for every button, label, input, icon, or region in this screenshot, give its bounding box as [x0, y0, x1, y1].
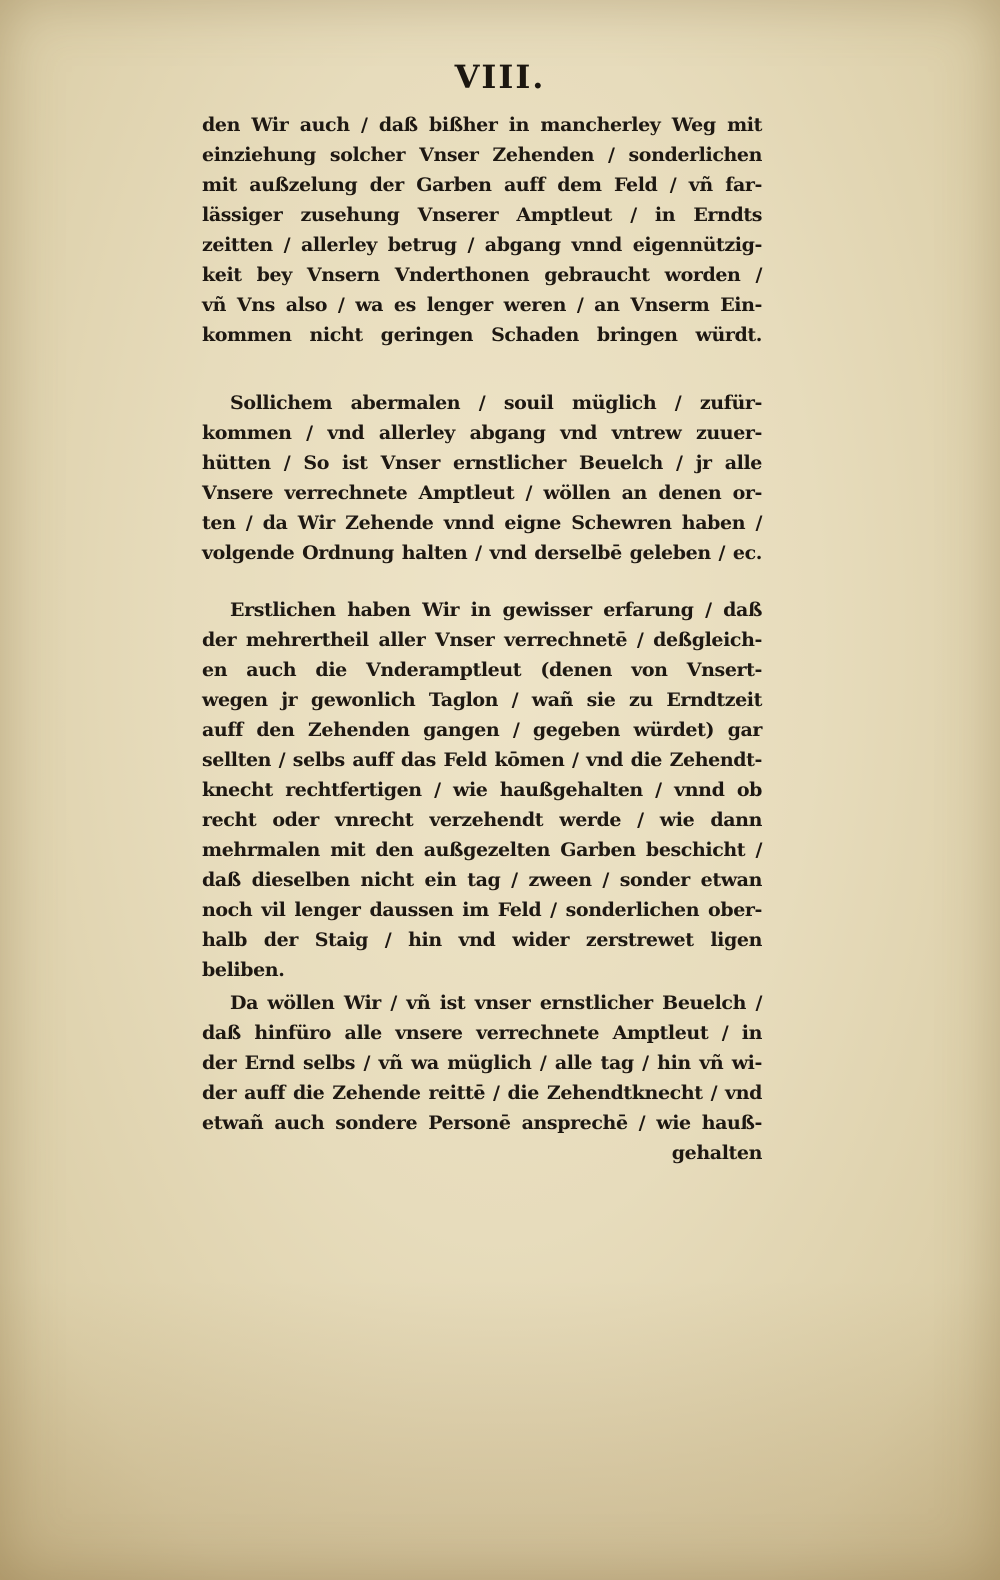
text-line: beliben.	[202, 959, 285, 981]
text-line: der auff die Zehende reittē / die Zehendtknecht / vnd	[202, 1082, 762, 1104]
text-line: mehrmalen mit den außgezelten Garben beschicht /	[202, 839, 762, 861]
text-line: lässiger zusehung Vnserer Amptleut / in Erndts	[202, 204, 762, 226]
text-line: halb der Staig / hin vnd wider zerstrewet ligen	[202, 929, 762, 951]
text-line: en auch die Vnderamptleut (denen von Vnsert-	[202, 659, 762, 681]
text-line: Sollichem abermalen / souil müglich / zufür-	[230, 392, 762, 414]
text-line: der Ernd selbs / vñ wa müglich / alle tag / hin vñ wi-	[202, 1052, 762, 1074]
text-line: keit bey Vnsern Vnderthonen gebraucht worden /	[202, 264, 762, 286]
text-line: vñ Vns also / wa es lenger weren / an Vnserm Ein-	[202, 294, 762, 316]
text-line: Da wöllen Wir / vñ ist vnser ernstlicher Beuelch /	[230, 992, 762, 1014]
text-line: zeitten / allerley betrug / abgang vnnd eigennützig-	[202, 234, 762, 256]
text-line: Erstlichen haben Wir in gewisser erfarung / daß	[230, 599, 762, 621]
paragraph-4	[202, 988, 762, 1168]
page-stain	[0, 1280, 1000, 1580]
text-line: der mehrertheil aller Vnser verrechnetē / deßgleich-	[202, 629, 762, 651]
text-line: Vnsere verrechnete Amptleut / wöllen an denen or-	[202, 482, 762, 504]
folio-number: VIII.	[454, 58, 546, 96]
paragraph-2	[202, 388, 762, 568]
text-line: den Wir auch / daß bißher in mancherley Weg mit	[202, 114, 762, 136]
text-line: kommen nicht geringen Schaden bringen würdt.	[202, 324, 762, 346]
catchword: gehalten	[671, 1142, 762, 1164]
text-line: daß hinfüro alle vnsere verrechnete Amptleut / in	[202, 1022, 762, 1044]
text-line: sellten / selbs auff das Feld kōmen / vnd die Zehendt-	[202, 749, 762, 771]
paragraph-1	[202, 110, 762, 350]
text-line: kommen / vnd allerley abgang vnd vntrew zuuer-	[202, 422, 762, 444]
text-line: volgende Ordnung halten / vnd derselbē geleben / ec.	[202, 542, 762, 564]
text-line: recht oder vnrecht verzehendt werde / wie dann	[202, 809, 762, 831]
text-line: noch vil lenger daussen im Feld / sonderlichen ober-	[202, 899, 762, 921]
text-line: wegen jr gewonlich Taglon / wañ sie zu Erndtzeit	[202, 689, 762, 711]
paragraph-3	[202, 595, 762, 985]
text-line: etwañ auch sondere Personē ansprechē / wie hauß-	[202, 1112, 762, 1134]
text-line: einziehung solcher Vnser Zehenden / sonderlichen	[202, 144, 762, 166]
text-line: mit außzelung der Garben auff dem Feld / vñ far-	[202, 174, 762, 196]
text-line: auff den Zehenden gangen / gegeben würdet) gar	[202, 719, 762, 741]
text-line: daß dieselben nicht ein tag / zween / sonder etwan	[202, 869, 762, 891]
text-line: knecht rechtfertigen / wie haußgehalten / vnnd ob	[202, 779, 762, 801]
text-line: hütten / So ist Vnser ernstlicher Beuelch / jr alle	[202, 452, 762, 474]
text-line: ten / da Wir Zehende vnnd eigne Schewren haben /	[202, 512, 762, 534]
